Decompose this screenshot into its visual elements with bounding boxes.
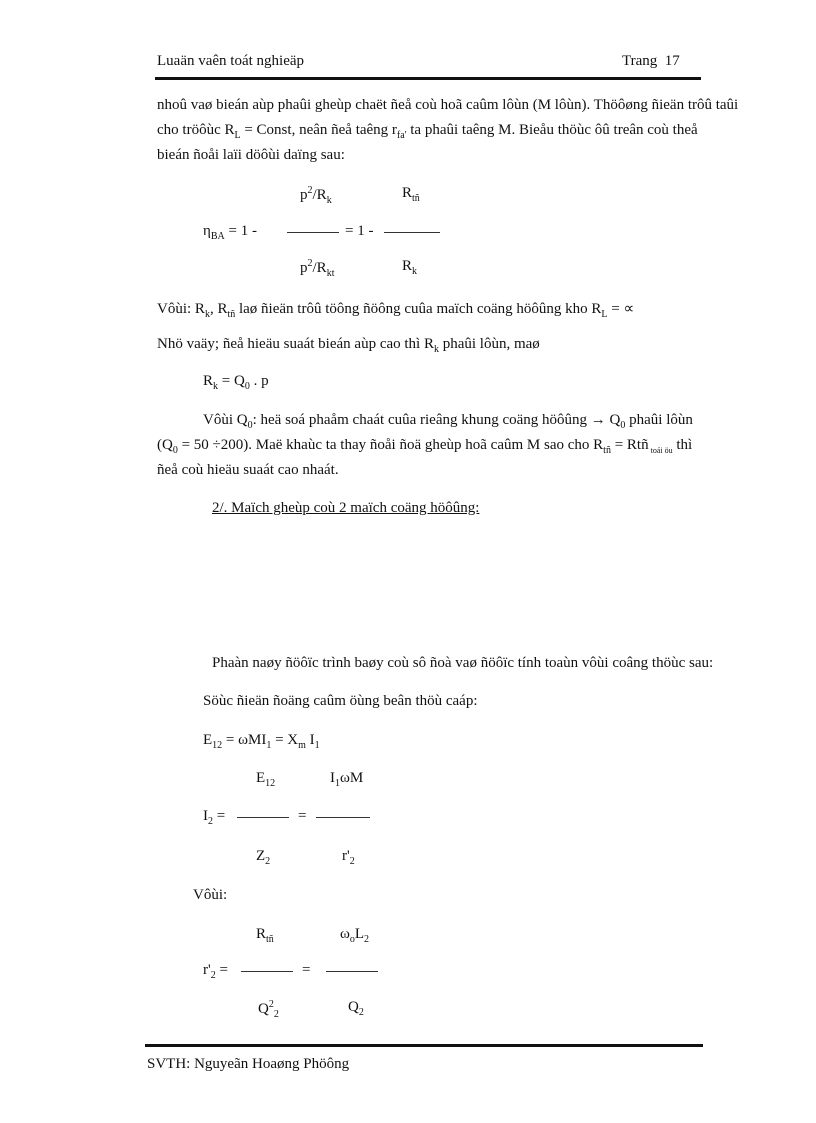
eq4-fraction-bar-1: [241, 971, 293, 972]
eq4-numerator-1: $R_{tñ}$: [256, 926, 274, 945]
eq4-numerator-2: $\omega_oL_2$: [340, 926, 370, 945]
eq3-fraction-bar-2: [316, 817, 370, 818]
eq1-numerator-1: $p^2/R_k$: [300, 185, 332, 206]
header-title: Luaän vaên toát nghieäp: [157, 53, 305, 69]
eq3-lhs: $I_2$ =: [203, 808, 226, 827]
footer-rule: [145, 1044, 703, 1047]
para1-line1: nhoû vaø bieán aùp phaûi gheùp chaët ñeå coù hoã caûm lôùn (M lôùn). Thöôøng ñieän trôû taûi: [157, 97, 739, 113]
definition-line: Vôùi: $R_k$, $R_{tñ}$ laø ñieän trôû töông ñöông cuûa maïch coäng höôûng kho $R_L$ = ∝: [157, 301, 635, 320]
page-number-value: 17: [664, 53, 680, 69]
eq4-denominator-2: $Q_2$: [348, 999, 364, 1018]
eq3-middle: =: [298, 808, 307, 824]
eq2: $E_{12} = \omega MI_1 = X_m$ $I_1$: [203, 732, 320, 751]
para2-line2: $(Q_0 = 50 \div 200)$. Maë khaùc ta thay ñoåi ñoä gheùp hoã caûm M sao cho $R_{tñ}$ = Rtñ $_{toái öu}$ thì: [157, 437, 693, 456]
eq3-numerator-2: $I_1\omega M$: [330, 770, 364, 789]
eq1-fraction-bar-2: [384, 232, 440, 233]
rk-formula: $R_k = Q_0$ . p: [203, 373, 269, 392]
para1-line3: bieán ñoåi laïi döôùi daïng sau:: [157, 147, 345, 163]
eq1-denominator-2: $R_k$: [402, 258, 418, 277]
header-rule: [155, 77, 701, 80]
eq3-numerator-1: $E_{12}$: [256, 770, 276, 789]
footer-author: SVTH: Nguyeãn Hoaøng Phöông: [147, 1056, 350, 1072]
para2-line1: Vôùi $Q_0$: heä soá phaåm chaát cuûa rieâng khung coäng höôûng → $Q_0$ phaûi lôùn: [203, 412, 693, 431]
eq4-fraction-bar-2: [326, 971, 378, 972]
section-title: 2/. Maïch gheùp coù 2 maïch coäng höôûng:: [212, 500, 480, 516]
page-number: [622, 53, 680, 70]
eq3-denominator-1: $Z_2$: [256, 848, 271, 867]
eq1-numerator-2: $R_{tñ}$: [402, 185, 420, 204]
page-label: Trang: [622, 53, 658, 69]
eq1-fraction-bar-1: [287, 232, 339, 233]
eq3-fraction-bar-1: [237, 817, 289, 818]
eq1-denominator-1: $p^2/R_{kt}$: [300, 258, 335, 279]
para1-line2: cho tröôùc $R_L$ = Const, neân ñeå taêng $r_{fa'}$ ta phaûi taêng M. Bieåu thöùc ôû treân coù theå: [157, 122, 698, 141]
efficiency-line: Nhö vaäy; ñeå hieäu suaát bieán aùp cao thì $R_k$ phaûi lôùn, maø: [157, 336, 540, 355]
para4: Söùc ñieän ñoäng caûm öùng beân thöù caáp:: [203, 693, 478, 709]
eq1-middle: = 1 -: [345, 223, 374, 239]
eq3-denominator-2: $r'_2$: [342, 848, 355, 867]
eq1-lhs: $\eta_{BA} = 1$ -: [203, 223, 257, 242]
para3: Phaàn naøy ñöôïc trình baøy coù sô ñoà vaø ñöôïc tính toaùn vôùi coâng thöùc sau:: [212, 655, 714, 671]
eq4-lhs: $r'_2$ =: [203, 962, 228, 981]
para2-line3: ñeå coù hieäu suaát cao nhaát.: [157, 462, 339, 478]
eq4-middle: =: [302, 962, 311, 978]
eq4-denominator-1: $Q^2_2$: [258, 999, 279, 1020]
where-label: Vôùi:: [193, 887, 228, 903]
